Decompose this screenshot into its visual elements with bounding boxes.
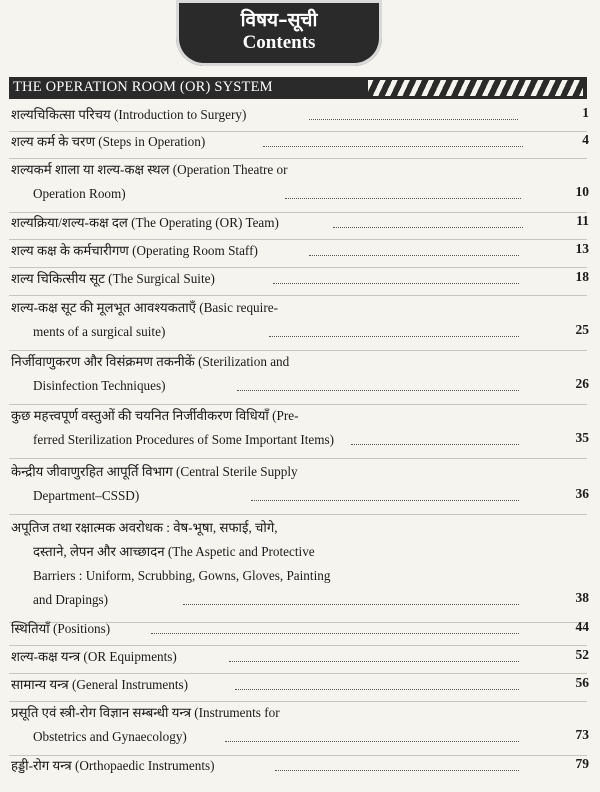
toc-entry[interactable] [11,618,589,642]
toc-entry[interactable] [11,674,589,698]
page-number: 35 [575,430,589,445]
dot-leader [333,212,523,228]
page-number: 11 [576,213,589,228]
toc-entry[interactable] [11,240,589,264]
page-number: 26 [575,376,589,391]
toc-entry-line [11,755,589,779]
page-number: 4 [582,132,589,147]
toc-entry-line [11,461,589,485]
toc-entry-line [11,726,589,750]
stripe-decoration [368,80,583,96]
toc-entry-line [11,674,589,698]
toc-entry[interactable] [11,405,589,453]
toc-entry-line [11,131,589,155]
toc-entry-line [11,183,589,207]
toc-entry-line [11,104,589,128]
toc-entry-text: Disinfection Techniques) [33,378,166,393]
page-number: 36 [575,486,589,501]
toc-entry[interactable] [11,297,589,345]
toc-entry-line [11,375,589,399]
toc-entry[interactable] [11,131,589,155]
page-number: 13 [575,241,589,256]
toc-entry-line [11,159,589,183]
toc-entry-text: हड्डी-रोग यन्त्र (Orthopaedic Instruments) [11,758,215,773]
toc-entry-line [11,589,589,613]
dot-leader [269,321,519,337]
toc-entry-line [11,618,589,642]
toc-entry-text: Obstetrics and Gynaecology) [33,729,187,744]
toc-entry-text: Department–CSSD) [33,488,140,503]
toc-entry-line [11,429,589,453]
toc-entry-line [11,297,589,321]
header-title-hindi: विषय–सूची [240,9,318,31]
dot-leader [183,589,519,605]
toc-entry-line [11,485,589,509]
dot-leader [237,375,519,391]
toc-entry-line [11,321,589,345]
toc-entry[interactable] [11,517,589,613]
page-number: 25 [575,322,589,337]
toc-entry[interactable] [11,646,589,670]
dot-leader [263,131,523,147]
toc-entry-text: सामान्य यन्त्र (General Instruments) [11,677,189,692]
header-title-english: Contents [242,32,316,53]
toc-entry-text: Operation Room) [33,186,126,201]
dot-leader [309,240,519,256]
toc-entry-line [11,351,589,375]
page-number: 38 [575,590,589,605]
toc-entry[interactable] [11,268,589,292]
page-number: 1 [582,105,589,120]
toc-entry-text: शल्य चिकित्सीय सूट (The Surgical Suite) [11,271,215,286]
toc-entry-text: केन्द्रीय जीवाणुरहित आपूर्ति विभाग (Central Sterile Supply [11,464,298,479]
section-title: THE OPERATION ROOM (OR) SYSTEM [13,79,273,95]
toc-entry-text: शल्य कर्म के चरण (Steps in Operation) [11,134,206,149]
toc-entry-line [11,268,589,292]
dot-leader [273,268,519,284]
toc-entry-text: and Drapings) [33,592,109,607]
dot-leader [275,755,519,771]
toc-entry[interactable] [11,104,589,128]
toc-entry[interactable] [11,351,589,399]
toc-entry-line [11,517,589,541]
dot-leader [151,618,519,634]
page-number: 18 [575,269,589,284]
toc-entry-text: Barriers : Uniform, Scrubbing, Gowns, Gloves, Painting [33,568,331,583]
toc-entry-text: शल्यचिकित्सा परिचय (Introduction to Surgery) [11,107,247,122]
page-number: 73 [575,727,589,742]
toc-entry[interactable] [11,212,589,236]
dot-leader [225,726,519,742]
toc-entry-text: प्रसूति एवं स्त्री-रोग विज्ञान सम्बन्धी यन्त्र (Instruments for [11,705,280,720]
page-number: 52 [575,647,589,662]
page-number: 79 [575,756,589,771]
toc-entry[interactable] [11,159,589,207]
toc-entry-text: कुछ महत्त्वपूर्ण वस्तुओं की चयनित निर्जीवीकरण विधियाँ (Pre- [11,408,299,423]
toc-entry-text: शल्य-कक्ष यन्त्र (OR Equipments) [11,649,177,664]
entry-separator [9,458,587,459]
dot-leader [251,485,519,501]
page-number: 44 [575,619,589,634]
toc-entry-text: शल्य कक्ष के कर्मचारीगण (Operating Room Staff) [11,243,258,258]
toc-entry-text: दस्ताने, लेपन और आच्छादन (The Aspetic and Protective [33,544,315,559]
toc-entry-text: ferred Sterilization Procedures of Some Important Items) [33,432,335,447]
entry-separator [9,514,587,515]
section-bar [9,77,587,99]
contents-header [176,0,382,66]
dot-leader [229,646,519,662]
toc-entry-line [11,565,589,589]
toc-entry-text: शल्यक्रिया/शल्य-कक्ष दल (The Operating (OR) Team) [11,215,279,230]
toc-entry-line [11,240,589,264]
dot-leader [235,674,519,690]
page-number: 10 [575,184,589,199]
toc-entry-line [11,541,589,565]
page-number: 56 [575,675,589,690]
toc-entry-text: स्थितियाँ (Positions) [11,621,111,636]
toc-entry-text: शल्य-कक्ष सूट की मूलभूत आवश्यकताएँ (Basic require- [11,300,278,315]
toc-entry-line [11,702,589,726]
toc-entry-text: शल्यकर्म शाला या शल्य-कक्ष स्थल (Operation Theatre or [11,162,288,177]
toc-entry[interactable] [11,755,589,779]
toc-entry-line [11,405,589,429]
dot-leader [309,104,518,120]
toc-entry-text: निर्जीवाणुकरण और विसंक्रमण तकनीकें (Sterilization and [11,354,290,369]
dot-leader [351,429,519,445]
toc-entry-line [11,646,589,670]
toc-entry-line [11,212,589,236]
toc-entry-text: अपूतिज तथा रक्षात्मक अवरोधक : वेष-भूषा, सफाई, चोगे, [11,520,278,535]
toc-entry[interactable] [11,461,589,509]
toc-entry[interactable] [11,702,589,750]
dot-leader [285,183,521,199]
toc-entry-text: ments of a surgical suite) [33,324,166,339]
entry-separator [9,295,587,296]
